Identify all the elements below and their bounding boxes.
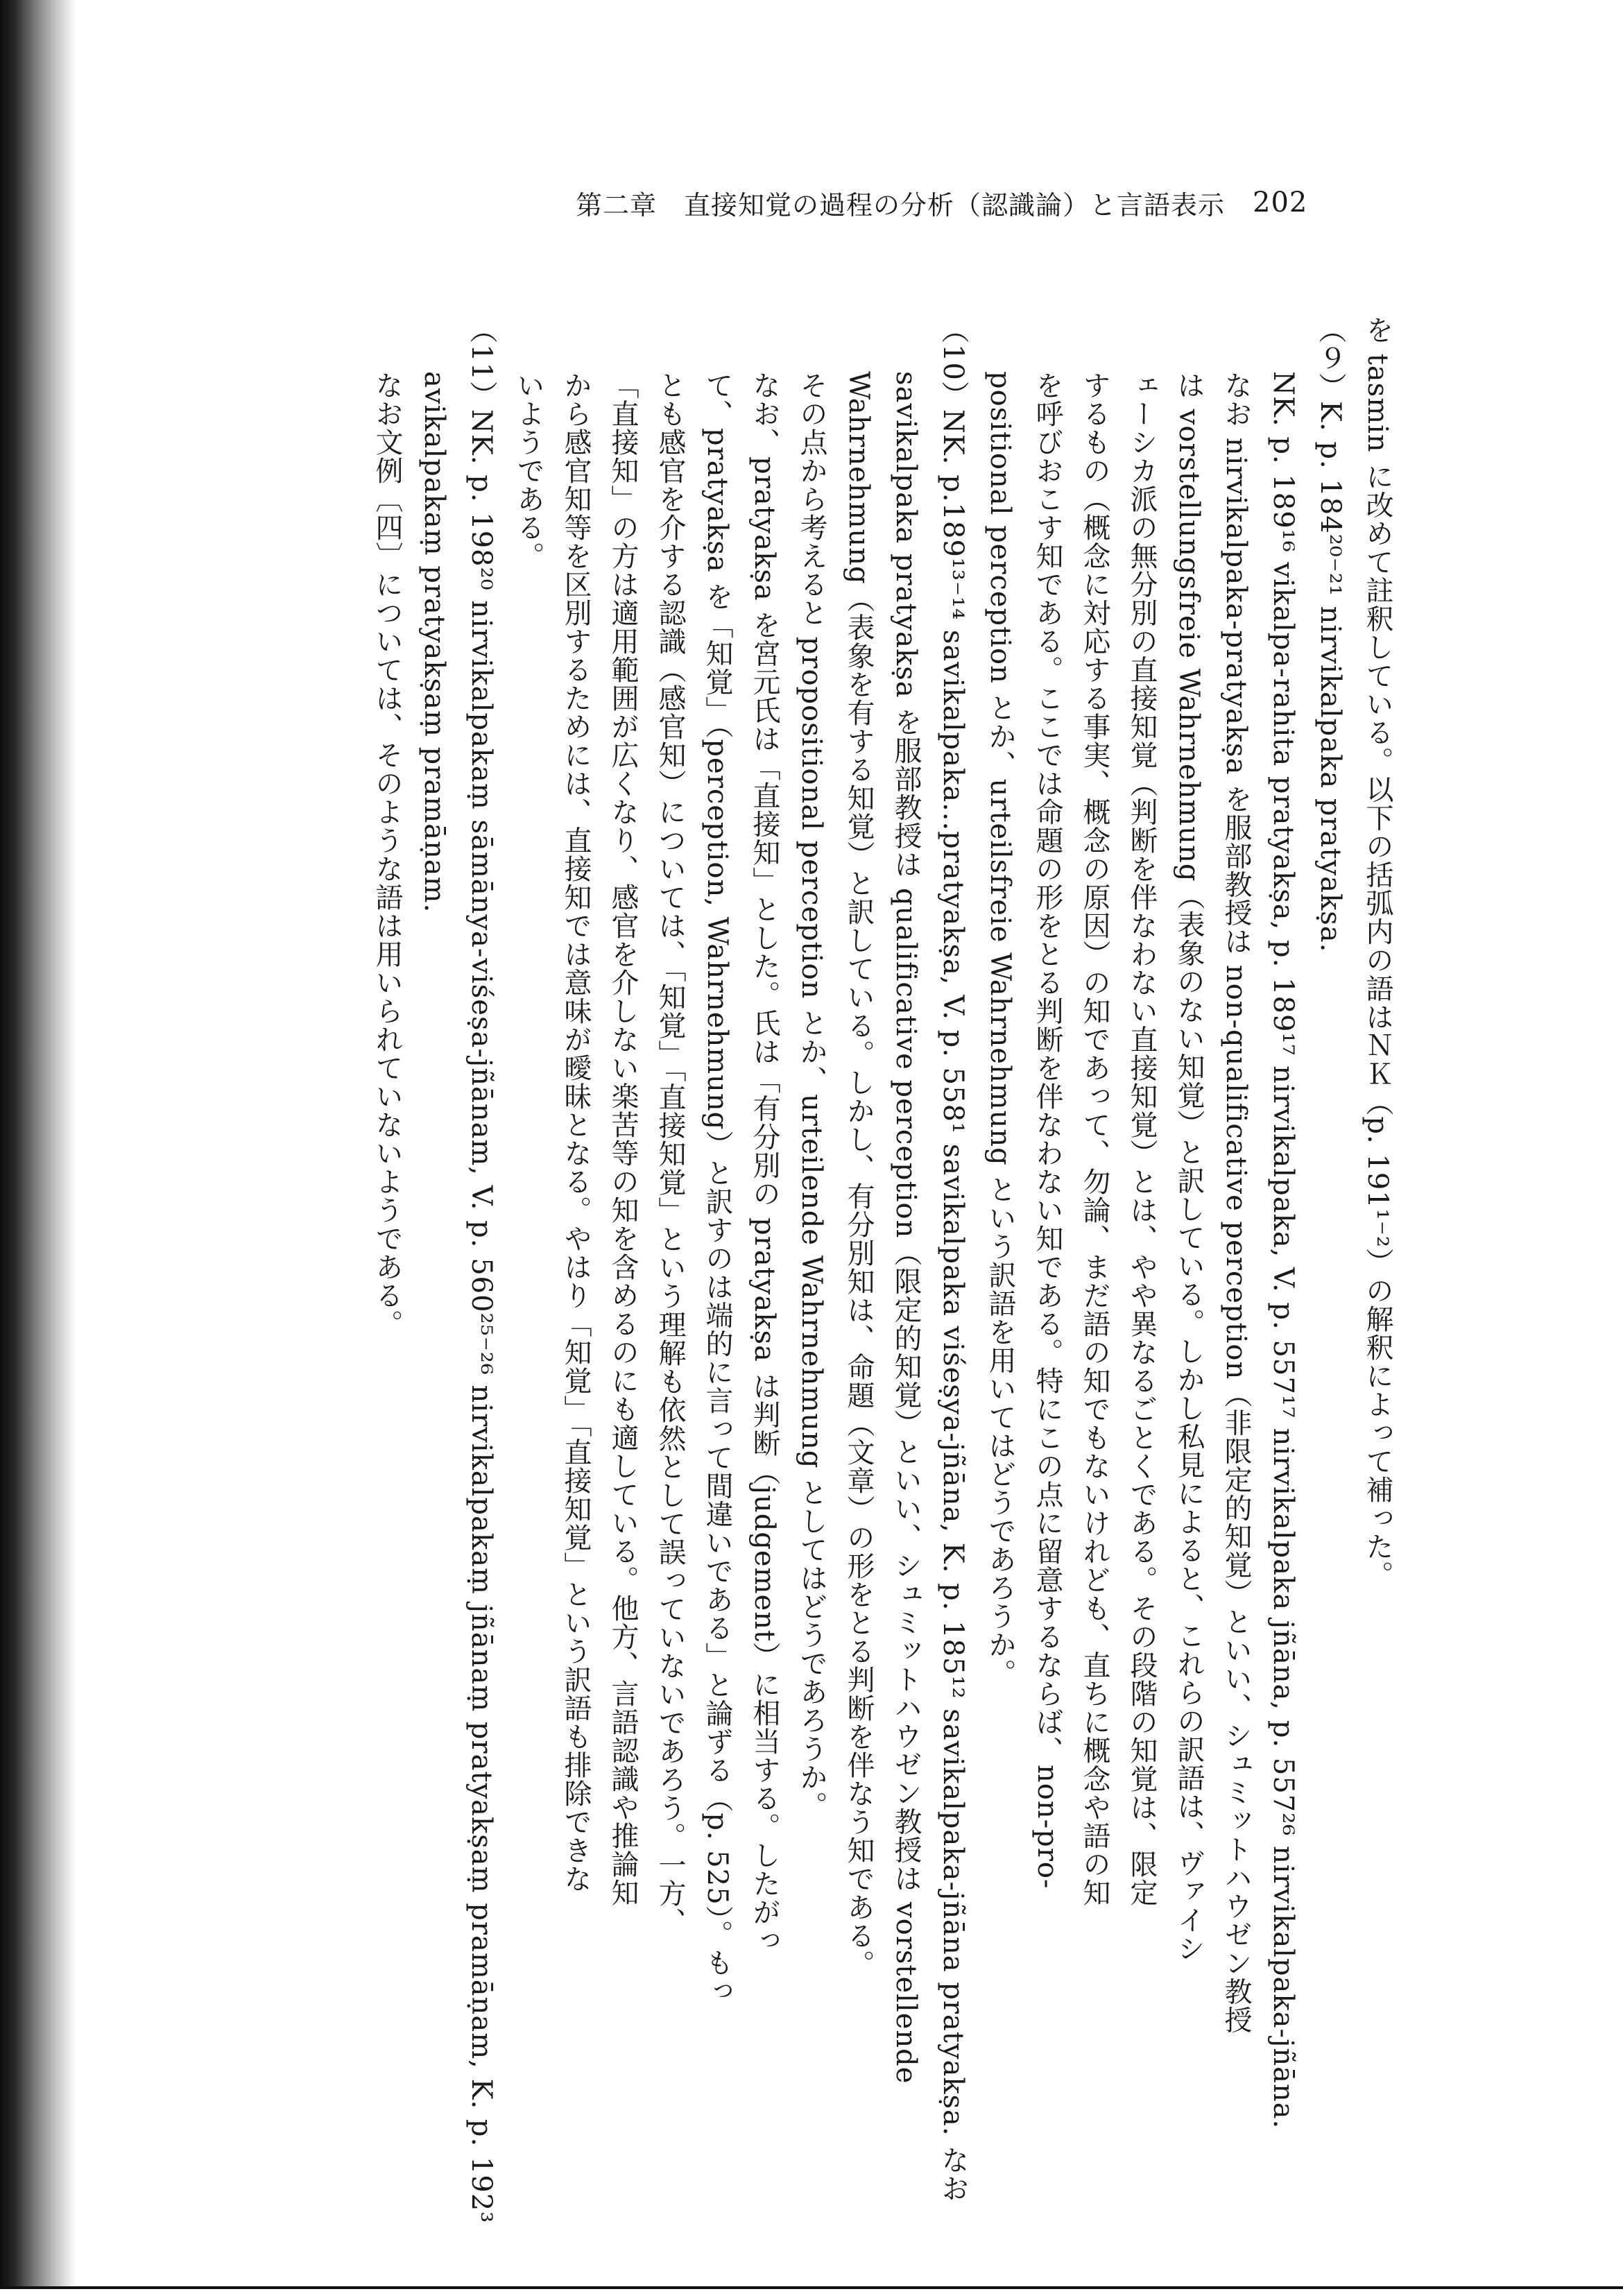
note-marker: （10） bbox=[937, 316, 969, 409]
note-11 bbox=[363, 316, 505, 2258]
note-line: なお、pratyakṣa を宮元氏は「直接知」とした。氏は「有分別の pratyakṣa は判断（judgement）に相当する。したがっ bbox=[748, 371, 780, 1955]
running-header bbox=[576, 182, 1308, 223]
note-line: て、pratyakṣa を「知覚」（perception, Wahrnehmung）と訳すのは端的に言って間違いである」と論ずる（p. 525）。もっ bbox=[701, 371, 733, 2005]
note-text: NK. p.189¹³⁻¹⁴ savikalpaka...pratyakṣa, V. p. 558¹ savikalpaka viśeṣya-jñāna, K. p. 185¹² savikalpaka-jñāna pratyakṣa. なお bbox=[937, 409, 969, 2203]
note-line: positional perception とか、urteilsfreie Wahrnehmung という訳語を用いてはどうであろうか。 bbox=[984, 371, 1016, 1688]
note-line: から感官知等を区別するためには、直接知では意味が曖昧となる。やはり「知覚」「直接知覚」という訳語も排除できな bbox=[560, 371, 592, 1893]
note-text: NK. p. 198²⁰ nirvikalpakaṃ sāmānya-viśeṣa-jñānam, V. p. 560²⁵⁻²⁶ nirvikalpakaṃ jñānaṃ pratyakṣaṃ pramāṇam, K. p. 192³ bbox=[465, 409, 497, 2224]
note-line: その点から考えると propositional perception とか、urteilende Wahrnehmung としてはどうであろうか。 bbox=[796, 371, 827, 1820]
note-line bbox=[458, 316, 505, 2258]
note-10 bbox=[505, 316, 977, 2258]
note-line: を tasmin に改めて註釈している。以下の括弧内の語はＮＫ（p. 191¹⁻²）の解釈によって補った。 bbox=[1362, 316, 1393, 1589]
note-line bbox=[929, 316, 977, 2258]
note-line: NK. p. 189¹⁶ vikalpa-rahita pratyakṣa, p. 189¹⁷ nirvikalpaka, V. p. 557¹⁷ nirvikalpaka jñāna, p. 557²⁶ nirvikalpaka-jñāna. bbox=[1267, 371, 1299, 2130]
note-line: いようである。 bbox=[513, 371, 544, 570]
note-line: は vorstellungsfreie Wahrnehmung（表象のない知覚）と訳している。しかし私見によると、これらの訳語は、ヴァイシ bbox=[1173, 371, 1205, 1963]
note-9 bbox=[977, 316, 1354, 2258]
note-marker: （９） bbox=[1314, 316, 1346, 401]
note-line: するもの（概念に対応する事実、概念の原因）の知であって、勿論、まだ語の知でもないけれども、直ちに概念や語の知 bbox=[1079, 371, 1110, 1907]
note-text: K. p. 184²⁰⁻²¹ nirvikalpaka pratyakṣa. bbox=[1314, 401, 1346, 953]
note-line: を呼びおこす知である。ここでは命題の形をとる判断を伴なわない知である。特にこの点に留意するならば、non-pro- bbox=[1031, 371, 1063, 1890]
note-line: ェーシカ派の無分別の直接知覚（判断を伴なわない直接知覚）とは、やや異なるごとくである。その段階の知覚は、限定 bbox=[1126, 371, 1158, 1907]
note-line: Wahrnehmung（表象を有する知覚）と訳している。しかし、有分別知は、命題（文章）の形をとる判断を伴なう知である。 bbox=[843, 371, 875, 1978]
note-line: savikalpaka pratyakṣa を服部教授は qualificative perception（限定的知覚）といい、シュミットハウゼン教授は vorstellende bbox=[890, 371, 922, 2084]
note-line: 「直接知」の方は適用範囲が広くなり、感官を介しない楽苦等の知を含めるのにも適している。他方、言語認識や推論知 bbox=[607, 371, 639, 1907]
page-number: 202 bbox=[1253, 187, 1308, 219]
chapter-title: 第二章 直接知覚の過程の分析（認識論）と言語表示 bbox=[576, 189, 1226, 221]
notes-body bbox=[201, 316, 1401, 2258]
note-line bbox=[1307, 316, 1354, 2258]
note-marker: （11） bbox=[465, 316, 497, 409]
page-bottom-edge bbox=[0, 2286, 1623, 2289]
note-line: avikalpakaṃ pratyakṣaṃ pramāṇam. bbox=[418, 371, 450, 914]
note-line: とも感官を介する認識（感官知）については、「知覚」「直接知覚」という理解も依然として誤っていないであろう。一方、 bbox=[654, 371, 686, 1936]
scan-gutter-shadow bbox=[0, 0, 76, 2289]
note-line: なお nirvikalpaka-pratyakṣa を服部教授は non-qualificative perception（非限定的知覚）といい、シュミットハウゼン教授 bbox=[1220, 371, 1252, 2034]
note-continuation bbox=[1354, 316, 1401, 2258]
note-line: なお文例〔四〕については、そのような語は用いられていないようである。 bbox=[371, 371, 403, 1338]
